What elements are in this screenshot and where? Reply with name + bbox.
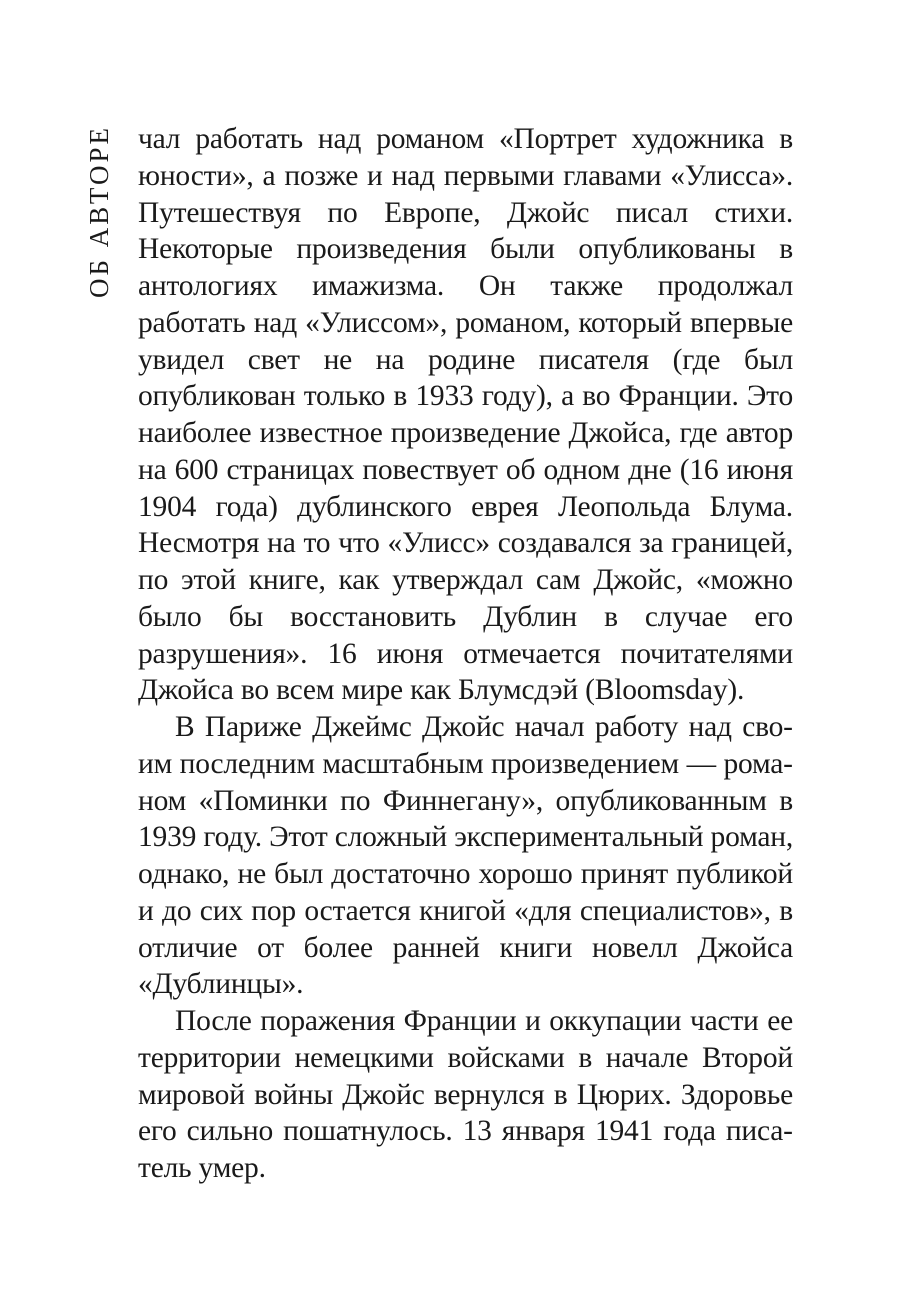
paragraph-2: В Париже Джеймс Джойс начал работу над своим последним масштабным произведением — романом «Поминки по Финнегану», опубликованным в 1939 году. Этот сложный экспериментальный роман, однако, не был достаточно хорошо принят публикой и до сих пор остается книгой «для специалистов», в отличие от более ранней книги новелл Джойса «Дублинцы». bbox=[138, 711, 793, 1001]
paragraph-3: После поражения Франции и оккупации части ее территории немецкими войсками в начале Второй мировой войны Джойс вернулся в Цюрих. Здоровье его сильно пошатнулось. 13 января 1941 года писатель умер. bbox=[138, 1005, 793, 1184]
paragraph-1: чал работать над романом «Портрет художника в юности», а позже и над первыми главами «Улисса». Путешествуя по Европе, Джойс писал стихи. Некоторые произведения были опубликованы в антологиях имажизма. Он также продолжал работать над «Улиссом», романом, который впервые увидел свет не на родине писателя (где был опубликован только в 1933 году), а во Франции. Это наиболее известное произведение Джойса, где автор на 600 страницах повествует об одном дне (16 июня 1904 года) дублинского еврея Леопольда Блума. Несмотря на то что «Улисс» создавался за границей, по этой книге, как утверждал сам Джойс, «можно было бы восстановить Дублин в случае его разрушения». 16 июня отмечается почитателями Джойса во всем мире как Блумсдэй (Bloomsday). bbox=[138, 123, 793, 707]
body-text bbox=[138, 121, 793, 1187]
running-head: ОБ АВТОРЕ bbox=[84, 124, 114, 298]
